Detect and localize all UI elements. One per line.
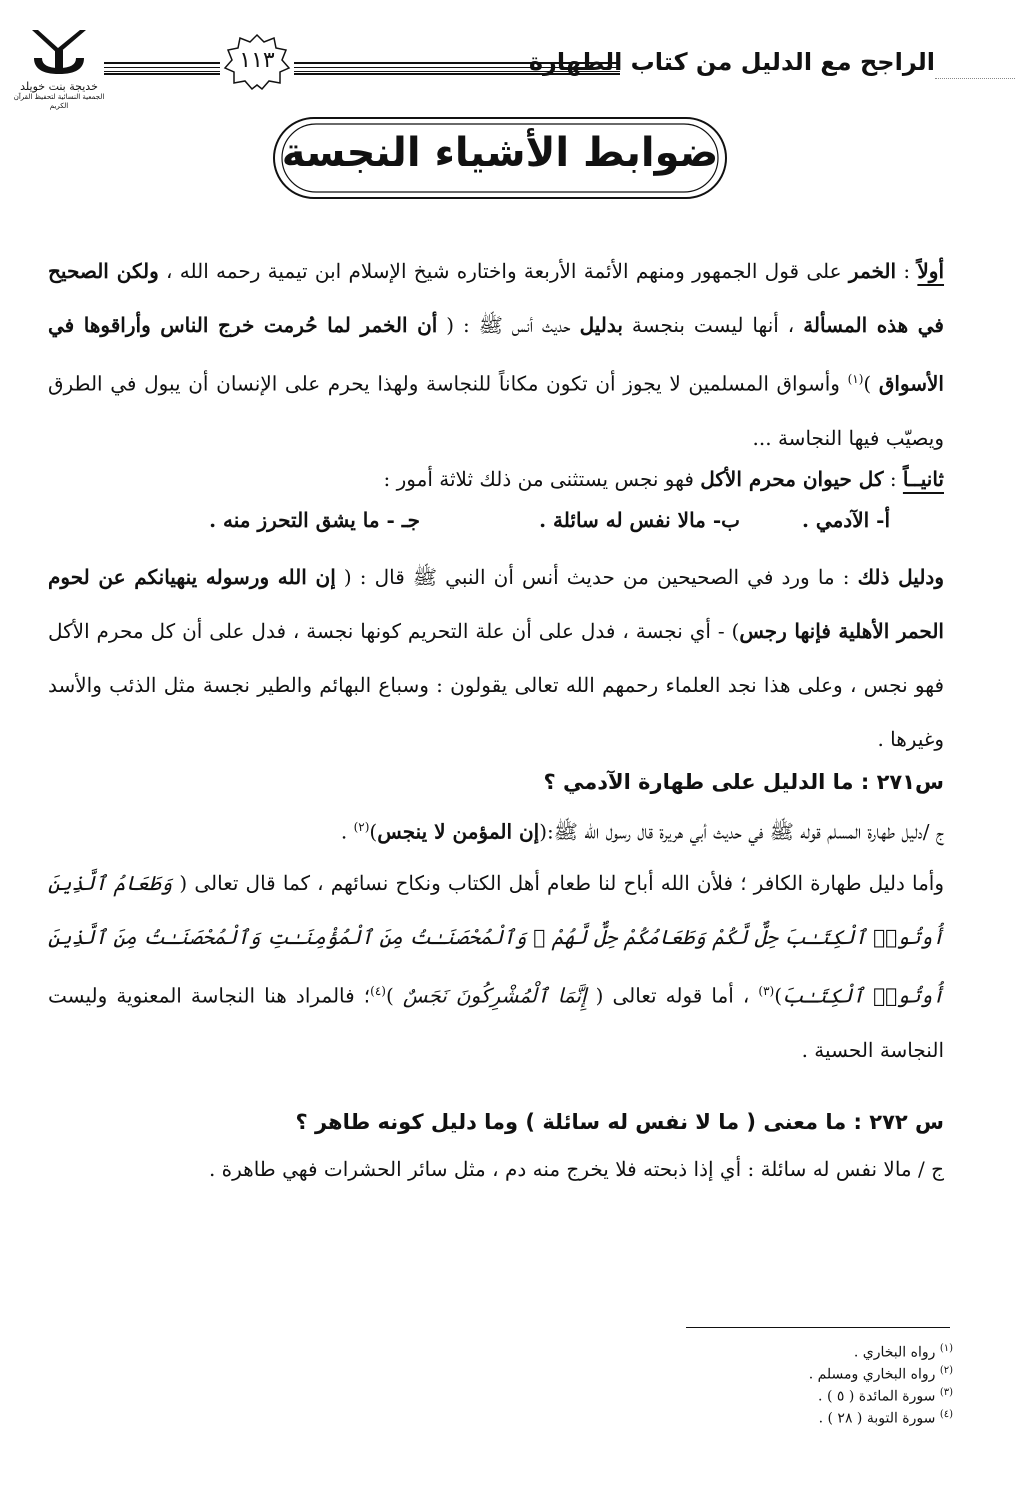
chapter-title-frame [270,108,730,208]
page-number: ١١٣ [239,48,275,73]
question-272: س ٢٧٢ : ما معنى ( ما لا نفس له سائلة ) وما دليل كونه طاهر ؟ [295,1110,944,1134]
chapter-title: ضوابط الأشياء النجسة [281,130,719,176]
question-271: س٢٧١ : ما الدليل على طهارة الآدمي ؟ [543,770,944,794]
answer-272: ج / مالا نفس له سائلة : أي إذا ذبحته فلا يخرج منه دم ، مثل سائر الحشرات فهي طاهرة . [208,1157,944,1181]
exception-c: جـ - ما يشق التحرز منه . [209,508,420,532]
book-title: الراجح مع الدليل من كتاب الطهارة [528,48,935,76]
logo [4,24,114,114]
logo-subtext: الجمعية النسائية لتحفيظ القرآن الكريم [13,93,105,110]
footnote-ref: (٢) [353,820,370,834]
footnote-ref: (٤) [370,984,386,998]
footnote-ref: (١) [847,372,864,386]
quran-verse: وَطَعَامُ ٱلَّذِينَ أُوتُوا۟ ٱلْكِتَـٰبَ حِلٌّ لَّكُمْ وَطَعَامُكُمْ حِلٌّ لَّهُمْ ۖ وَٱلْمُحْصَنَـٰتُ مِنَ ٱلْمُؤْمِنَـٰتِ وَٱلْمُحْصَنَـٰتُ مِنَ ٱلَّذِينَ أُوتُوا۟ ٱلْكِتَـٰبَ [48,871,944,1008]
paragraph-evidence: ودليل ذلك : ما ورد في الصحيحين من حديث أنس أن النبي ﷺ قال : ( إن الله ورسوله ينهيانكم عن لحوم الحمر الأهلية فإنها رجس) - أي نجسة ، فدل على أن علة التحريم كونها نجسة ، فدل على أن كل محرم الأكل فهو نجس ، وعلى هذا نجد العلماء رحمهم الله تعالى يقولون : وسباع البهائم والطير نجسة مثل الذئب والأسد وغيرها . [48,565,945,751]
paragraph-khamr: أولاً : الخمر على قول الجمهور ومنهم الأئمة الأربعة واختاره شيخ الإسلام ابن تيمية رحمه الله ، ولكن الصحيح في هذه المسألة ، أنها ليست بنجسة بدليل حديث أنس ﷺ : ( أن الخمر لما حُرمت خرج الناس وأراقوها في الأسواق )$^{(١)}$ وأسواق المسلمين لا يجوز أن تكون مكاناً للنجاسة ولهذا يحرم على الإنسان أن يبول في الطرق ويصيّب فيها النجاسة ... [48,259,945,450]
page-number-badge [222,32,292,92]
logo-text: خديجة بنت خويلد [20,80,98,93]
footnote-separator [686,1327,950,1328]
footnote-3: $^{(٣)}$ سورة المائدة ( ٥ ) . [818,1387,953,1405]
exceptions-list [170,508,890,548]
exception-b: ب- مالا نفس له سائلة . [539,508,740,532]
paragraph-lead: أولاً [917,259,945,283]
footnote-1: $^{(١)}$ رواه البخاري . [853,1343,953,1361]
footnote-2: $^{(٢)}$ رواه البخاري ومسلم . [808,1365,953,1383]
header-dotted-line [935,78,1015,79]
footnote-ref: (٣) [758,984,775,998]
paragraph-kafir: وأما دليل طهارة الكافر ؛ فلأن الله أباح لنا طعام أهل الكتاب ونكاح نسائهم ، كما قال تعالى ( وَطَعَامُ ٱلَّذِينَ أُوتُوا۟ ٱلْكِتَـٰبَ حِلٌّ لَّكُمْ وَطَعَامُكُمْ حِلٌّ لَّهُمْ ۖ وَٱلْمُحْصَنَـٰتُ مِنَ ٱلْمُؤْمِنَـٰتِ وَٱلْمُحْصَنَـٰتُ مِنَ ٱلَّذِينَ أُوتُوا۟ ٱلْكِتَـٰبَ)$^{(٣)}$ ، أما قوله تعالى ( إِنَّمَا ٱلْمُشْرِكُونَ نَجَسٌ )$^{(٤)}$؛ فالمراد هنا النجاسة المعنوية وليست النجاسة الحسية . [48,871,944,1062]
paragraph-haram-animal: ثانيــاً : كل حيوان محرم الأكل فهو نجس يستثنى من ذلك ثلاثة أمور : [383,467,944,491]
exception-a: أ- الآدمي . [802,508,890,532]
header-rule-left [104,62,220,75]
logo-emblem-icon [24,24,94,80]
quran-verse: إِنَّمَا ٱلْمُشْرِكُونَ نَجَسٌ [402,983,587,1008]
paragraph-lead: ثانيــاً [902,467,944,491]
answer-271: ج /دليل طهارة المسلم قوله ﷺ في حديث أبي هريرة قال رسول الله ﷺ:(إن المؤمن لا ينجس)$^{(٢)}$ . [340,819,944,844]
footnote-4: $^{(٤)}$ سورة التوبة ( ٢٨ ) . [818,1409,953,1427]
